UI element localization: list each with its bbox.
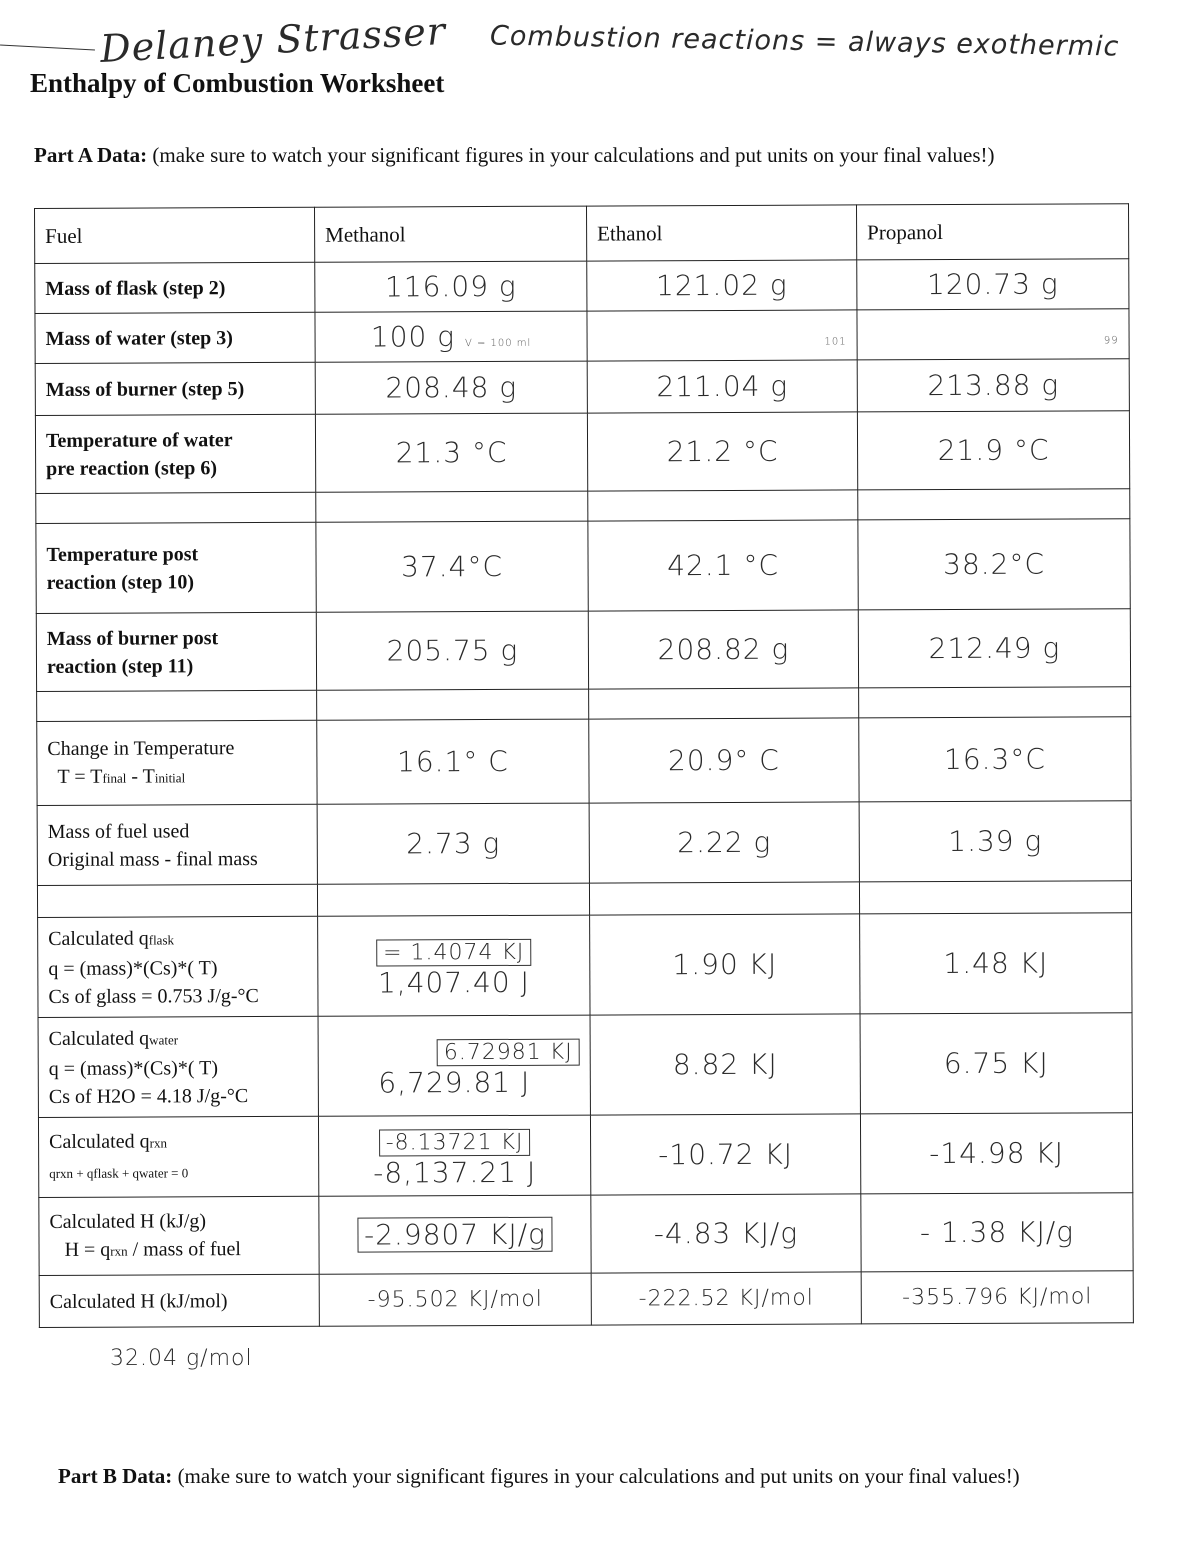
row-label: Calculated H (kJ/mol) <box>39 1274 319 1327</box>
cell-value: 211.04 g <box>587 360 857 413</box>
header-cell: Ethanol <box>586 205 856 261</box>
cell-value: 21.2 °C <box>587 412 857 491</box>
part-b-instruction: (make sure to watch your significant figures in your calculations and put units on your final values!) <box>177 1464 1020 1488</box>
cell-value: 38.2°C <box>858 519 1130 610</box>
cell-value <box>587 310 857 361</box>
part-b-heading <box>58 1464 1020 1489</box>
cell-value: 116.09 g <box>315 261 587 312</box>
row-label <box>38 1116 318 1197</box>
table-row <box>38 1113 1132 1198</box>
row-label-line: q = (mass)*(Cs)*( T) <box>48 956 218 980</box>
cell-value: 121.02 g <box>587 260 857 311</box>
row-label: Mass of water (step 3) <box>35 312 315 363</box>
boxed-answer: -2.9807 KJ/g <box>357 1217 553 1253</box>
row-label <box>38 916 318 1017</box>
cell-value: 2.22 g <box>589 802 859 883</box>
table-row <box>38 913 1132 1018</box>
cell-value <box>318 1115 590 1196</box>
cell-value: - 1.38 KJ/g <box>861 1193 1133 1272</box>
row-label-line: Temperature of water <box>45 428 233 452</box>
row-label <box>35 414 315 493</box>
student-name: Delaney Strasser <box>99 8 447 72</box>
row-label-line: Original mass - final mass <box>47 847 258 871</box>
row-label <box>38 1016 318 1117</box>
spacer-row <box>37 687 1131 722</box>
cell-value-text: 100 g <box>370 320 456 354</box>
cell-value: 212.49 g <box>858 609 1130 688</box>
margin-note: V = 100 ml <box>464 337 532 350</box>
cell-value: 1.48 KJ <box>860 913 1132 1014</box>
table-row <box>38 1013 1132 1118</box>
cell-value: 205.75 g <box>316 611 588 690</box>
cell-value <box>319 1195 591 1274</box>
cell-value <box>315 311 587 362</box>
cell-value: 21.3 °C <box>315 413 587 492</box>
row-label <box>36 612 316 691</box>
part-a-heading <box>34 143 995 168</box>
row-label-line: Cs of H2O = 4.18 J/g-°C <box>48 1084 249 1108</box>
table-row <box>35 359 1129 416</box>
table-row <box>36 609 1130 692</box>
row-label-line: q = (mass)*(Cs)*( T) <box>48 1056 219 1080</box>
table-row <box>37 801 1131 886</box>
row-label: Mass of flask (step 2) <box>35 262 315 313</box>
cell-value: 120.73 g <box>857 259 1129 310</box>
header-cell: Methanol <box>314 206 586 262</box>
cell-value: 21.9 °C <box>857 411 1129 490</box>
cell-value: 1.39 g <box>859 801 1131 882</box>
cell-value: -222.52 KJ/mol <box>591 1272 861 1325</box>
cell-value <box>318 915 590 1016</box>
spacer-row <box>36 489 1130 524</box>
cell-value: 42.1 °C <box>588 520 858 611</box>
row-label-line: Calculated qflask <box>48 927 175 950</box>
cell-value: 16.3°C <box>859 717 1131 802</box>
row-label-line: Calculated H (kJ/g) <box>49 1209 207 1233</box>
cell-value-text: 6,729.81 J <box>378 1065 531 1100</box>
cell-value: -355.796 KJ/mol <box>861 1271 1133 1324</box>
cell-value-text: -8,137.21 J <box>373 1155 537 1190</box>
cell-value: 1.90 KJ <box>590 914 860 1015</box>
table-row <box>36 519 1130 614</box>
cell-value: 20.9° C <box>589 718 859 803</box>
row-label-line: reaction (step 11) <box>46 654 194 678</box>
boxed-answer: -8.13721 KJ <box>379 1128 531 1156</box>
row-label: Mass of burner (step 5) <box>35 362 315 415</box>
cell-value: -14.98 KJ <box>860 1113 1132 1194</box>
part-b-label: Part B Data: <box>58 1464 173 1488</box>
margin-note: 101 <box>824 336 847 348</box>
data-table <box>34 203 1134 1328</box>
row-label-formula: H = qrxn / mass of fuel <box>64 1237 241 1261</box>
handwritten-note: Combustion reactions = always exothermic <box>489 20 1120 63</box>
table-row <box>37 717 1131 806</box>
cell-value: -4.83 KJ/g <box>591 1194 861 1273</box>
row-label-line: Calculated qrxn <box>49 1130 167 1153</box>
cell-value: 213.88 g <box>857 359 1129 412</box>
row-label-line: pre reaction (step 6) <box>46 456 218 480</box>
cell-value: 37.4°C <box>316 521 588 612</box>
row-label <box>39 1196 319 1275</box>
row-label <box>37 804 317 885</box>
cell-value: 208.82 g <box>588 610 858 689</box>
margin-note: 99 <box>1103 335 1119 347</box>
margin-line <box>0 45 95 51</box>
cell-value: 2.73 g <box>317 803 589 884</box>
row-label-line: Change in Temperature <box>47 736 235 760</box>
table-row <box>39 1193 1133 1276</box>
boxed-answer: 6.72981 KJ <box>437 1038 580 1066</box>
cell-value: -95.502 KJ/mol <box>319 1273 591 1326</box>
spacer-row <box>37 881 1131 918</box>
cell-value: 8.82 KJ <box>590 1014 860 1115</box>
row-label-line: Temperature post <box>46 542 199 566</box>
cell-value: 16.1° C <box>317 719 589 804</box>
row-label <box>37 720 317 805</box>
cell-value: 6.75 KJ <box>860 1013 1132 1114</box>
row-label-line: reaction (step 10) <box>46 570 195 594</box>
cell-value: 208.48 g <box>315 361 587 414</box>
cell-value: -10.72 KJ <box>590 1114 860 1195</box>
row-label-formula: qrxn + qflask + qwater = 0 <box>49 1164 189 1181</box>
header-cell: Propanol <box>856 204 1128 260</box>
cell-value <box>318 1015 590 1116</box>
cell-value-text: 1,407.40 J <box>377 965 530 1000</box>
boxed-answer: = 1.4074 KJ <box>376 938 531 966</box>
page-title: Enthalpy of Combustion Worksheet <box>30 68 445 98</box>
row-label-line: Mass of burner post <box>46 626 219 650</box>
table-row <box>35 411 1129 494</box>
part-a-instruction: (make sure to watch your significant figures in your calculations and put units on your final values!) <box>152 143 995 167</box>
row-label <box>36 522 316 613</box>
part-a-label: Part A Data: <box>34 143 148 167</box>
row-label-formula: T = Tfinal - Tinitial <box>57 764 186 788</box>
molar-mass-note: 32.04 g/mol <box>110 1346 253 1371</box>
row-label-line: Cs of glass = 0.753 J/g-°C <box>48 984 259 1008</box>
row-label-line: Calculated qwater <box>48 1027 179 1050</box>
row-label-line: Mass of fuel used <box>47 819 190 843</box>
cell-value <box>857 309 1129 360</box>
table-row <box>35 259 1129 314</box>
table-row <box>35 309 1129 364</box>
table-row <box>39 1271 1133 1328</box>
header-cell: Fuel <box>35 207 315 263</box>
table-header-row <box>35 204 1129 264</box>
